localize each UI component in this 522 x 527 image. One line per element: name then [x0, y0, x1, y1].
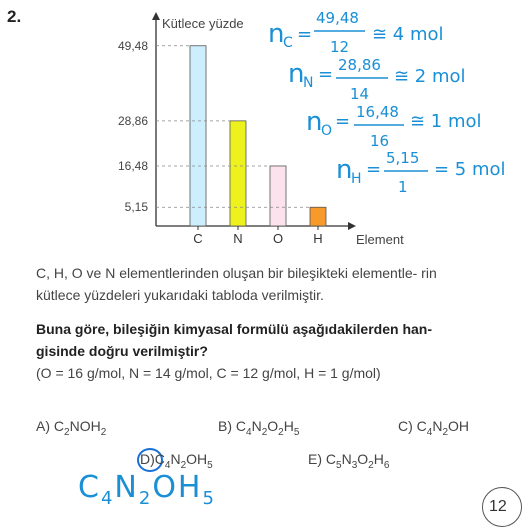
hw-n-num: 28,86 [338, 56, 381, 74]
bar-H [310, 207, 326, 226]
x-tick-label-H: H [313, 231, 323, 246]
question-number: 2. [7, 7, 22, 26]
y-tick-label-N: 28,86 [117, 113, 148, 128]
hw-n-lhs: n [288, 59, 305, 89]
hw-n-res: ≅ 2 mol [394, 66, 466, 87]
molar-masses: (O = 16 g/mol, N = 14 g/mol, C = 12 g/mol, H = 1 g/mol) [36, 365, 381, 381]
option-d[interactable]: $D)C_4N_2OH_5$ [140, 451, 213, 471]
hw-o-num: 16,48 [356, 103, 399, 121]
x-tick-label-O: O [272, 231, 284, 246]
option-b[interactable]: B) $C_4N_2O_2H_5$ [218, 418, 300, 438]
mass-percent-bar-chart [0, 0, 506, 260]
x-tick-label-N: N [233, 231, 243, 246]
hw-h-res: = 5 mol [434, 159, 506, 180]
hw-o-sub: O [321, 123, 333, 139]
hw-n-eq: = [318, 64, 334, 85]
y-tick-label-H: 5,15 [124, 200, 148, 215]
handwritten-answer: $C_4N_2OH_5$ [78, 470, 216, 509]
x-axis-label: Element [356, 232, 404, 247]
hw-c-num: 49,48 [316, 9, 359, 27]
hw-c-den: 12 [330, 38, 350, 56]
hw-h-num: 5,15 [386, 149, 420, 167]
hw-o-res: ≅ 1 mol [410, 111, 482, 132]
bar-N [230, 121, 246, 226]
hw-o-eq: = [335, 111, 351, 132]
question-text: Buna göre, bileşiğin kimyasal formülü aşağıdakilerden han- gisinde doğru verilmiştir? [36, 321, 432, 359]
hw-o-lhs: n [306, 107, 323, 137]
y-axis-label: Kütlece yüzde [162, 16, 244, 31]
hw-n-sub: N [303, 75, 314, 91]
option-c[interactable]: C) $C_4N_2OH$ [398, 418, 470, 438]
bar-O [270, 166, 286, 226]
y-tick-label-O: 16,48 [117, 158, 148, 173]
hw-c-lhs: n [268, 19, 285, 49]
option-a[interactable]: A) $C_2NOH_2$ [36, 418, 107, 438]
intro-text: C, H, O ve N elementlerinden oluşan bir bileşikteki elementle- rin kütlece yüzdeleri yukarıdaki tabloda verilmiştir. [36, 265, 437, 303]
hw-h-lhs: n [336, 155, 353, 185]
y-axis-arrow [152, 12, 160, 20]
hw-h-sub: H [351, 171, 362, 187]
hw-h-den: 1 [398, 178, 408, 196]
handwritten-calculations [268, 9, 506, 196]
x-tick-label-C: C [193, 231, 203, 246]
hw-h-eq: = [366, 159, 382, 180]
option-e[interactable]: E) $C_5N_3O_2H_6$ [308, 451, 390, 471]
hw-n-den: 14 [350, 85, 370, 103]
hw-c-sub: C [283, 35, 293, 51]
bar-C [190, 46, 206, 226]
hw-c-eq: = [297, 24, 313, 45]
x-axis-arrow [348, 222, 356, 230]
hw-o-den: 16 [370, 132, 390, 150]
hw-c-res: ≅ 4 mol [372, 24, 444, 45]
y-tick-label-C: 49,48 [117, 38, 148, 53]
chart-x-ticks [193, 226, 322, 246]
page-number: 12 [482, 487, 522, 527]
